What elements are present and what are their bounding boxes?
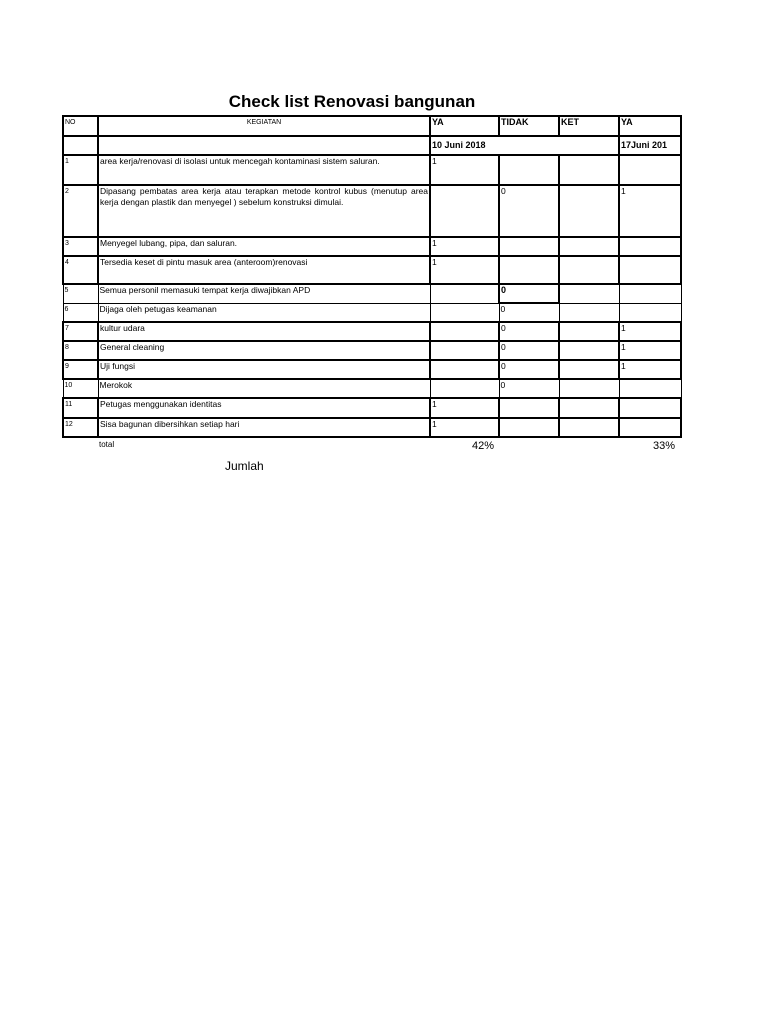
row-tidak	[499, 155, 559, 185]
row-ya-2	[619, 155, 681, 185]
row-ket	[559, 256, 619, 284]
row-ket	[559, 341, 619, 360]
row-ket	[559, 418, 619, 437]
row-ket	[559, 379, 619, 398]
row-kegiatan: Menyegel lubang, pipa, dan saluran.	[98, 237, 430, 256]
header-kegiatan: KEGIATAN	[98, 116, 430, 136]
row-kegiatan: Dijaga oleh petugas keamanan	[98, 303, 430, 322]
table-row	[63, 237, 681, 256]
row-no: 8	[63, 341, 98, 360]
row-ya-2: 1	[619, 322, 681, 341]
row-ya-2	[619, 418, 681, 437]
row-ket	[559, 360, 619, 379]
row-no: 11	[63, 398, 98, 418]
date-2: 17Juni 201	[619, 136, 681, 155]
row-tidak: 0	[499, 284, 559, 303]
row-tidak	[499, 398, 559, 418]
row-tidak: 0	[499, 303, 559, 322]
row-no: 5	[63, 284, 98, 303]
row-kegiatan: Merokok	[98, 379, 430, 398]
row-ya-1: 1	[430, 418, 499, 437]
row-ya-1	[430, 185, 499, 237]
jumlah-label: Jumlah	[225, 459, 264, 473]
row-ya-2: 1	[619, 360, 681, 379]
page-title	[0, 92, 680, 112]
total-label: total	[99, 440, 115, 449]
row-tidak	[499, 256, 559, 284]
row-kegiatan: Petugas menggunakan identitas	[98, 398, 430, 418]
table-row	[63, 360, 681, 379]
row-ya-1	[430, 379, 499, 398]
row-no: 12	[63, 418, 98, 437]
row-kegiatan: Tersedia keset di pintu masuk area (anteroom)renovasi	[98, 256, 430, 284]
date-row-kegiatan	[98, 136, 430, 155]
row-ya-1	[430, 303, 499, 322]
total-ya-1: 42%	[472, 440, 495, 452]
row-ket	[559, 322, 619, 341]
header-no: NO	[63, 116, 98, 136]
checklist-table	[62, 115, 682, 438]
table-row	[63, 155, 681, 185]
row-no: 7	[63, 322, 98, 341]
row-ya-1	[430, 341, 499, 360]
row-ya-1: 1	[430, 256, 499, 284]
row-ya-2	[619, 237, 681, 256]
row-ya-1	[430, 284, 499, 303]
total-ya-2: 33%	[653, 440, 676, 452]
header-ket: KET	[559, 116, 619, 136]
row-ya-1	[430, 360, 499, 379]
row-kegiatan: General cleaning	[98, 341, 430, 360]
row-tidak: 0	[499, 322, 559, 341]
header-ya-2: YA	[619, 116, 681, 136]
table-row	[63, 341, 681, 360]
row-tidak: 0	[499, 341, 559, 360]
row-ya-2: 1	[619, 341, 681, 360]
row-no: 3	[63, 237, 98, 256]
date-1: 10 Juni 2018	[430, 136, 619, 155]
row-ya-2	[619, 284, 681, 303]
row-ket	[559, 398, 619, 418]
row-kegiatan: Semua personil memasuki tempat kerja diwajibkan APD	[98, 284, 430, 303]
row-ket	[559, 185, 619, 237]
row-tidak: 0	[499, 360, 559, 379]
row-ket	[559, 155, 619, 185]
row-no: 9	[63, 360, 98, 379]
date-row-no	[63, 136, 98, 155]
row-no: 2	[63, 185, 98, 237]
table-row	[63, 256, 681, 284]
row-ket	[559, 284, 619, 303]
title-text: Check list Renovasi bangunan	[228, 92, 476, 111]
row-no: 1	[63, 155, 98, 185]
row-no: 10	[63, 379, 98, 398]
row-ya-1	[430, 322, 499, 341]
row-ya-2: 1	[619, 185, 681, 237]
row-kegiatan: kultur udara	[98, 322, 430, 341]
row-ya-1: 1	[430, 398, 499, 418]
row-kegiatan: Sisa bagunan dibersihkan setiap hari	[98, 418, 430, 437]
table-row	[63, 185, 681, 237]
row-tidak: 0	[499, 185, 559, 237]
row-ya-1: 1	[430, 237, 499, 256]
row-no: 4	[63, 256, 98, 284]
row-tidak	[499, 418, 559, 437]
row-tidak	[499, 237, 559, 256]
row-ket	[559, 237, 619, 256]
row-tidak: 0	[499, 379, 559, 398]
table-row	[63, 418, 681, 437]
header-row	[63, 116, 681, 136]
row-no: 6	[63, 303, 98, 322]
table-row	[63, 303, 681, 322]
table-row	[63, 284, 681, 303]
row-kegiatan: area kerja/renovasi di isolasi untuk mencegah kontaminasi sistem saluran.	[98, 155, 430, 185]
table-row	[63, 379, 681, 398]
row-ya-2	[619, 379, 681, 398]
row-kegiatan: Uji fungsi	[98, 360, 430, 379]
row-ya-2	[619, 256, 681, 284]
row-ya-2	[619, 303, 681, 322]
row-kegiatan: Dipasang pembatas area kerja atau terapkan metode kontrol kubus (menutup area kerja dengan plastik dan menyegel ) sebelum konstruksi dimulai.	[98, 185, 430, 237]
row-ya-1: 1	[430, 155, 499, 185]
row-ya-2	[619, 398, 681, 418]
table-row	[63, 322, 681, 341]
header-tidak: TIDAK	[499, 116, 559, 136]
row-ket	[559, 303, 619, 322]
table-row	[63, 398, 681, 418]
date-row	[63, 136, 681, 155]
header-ya-1: YA	[430, 116, 499, 136]
